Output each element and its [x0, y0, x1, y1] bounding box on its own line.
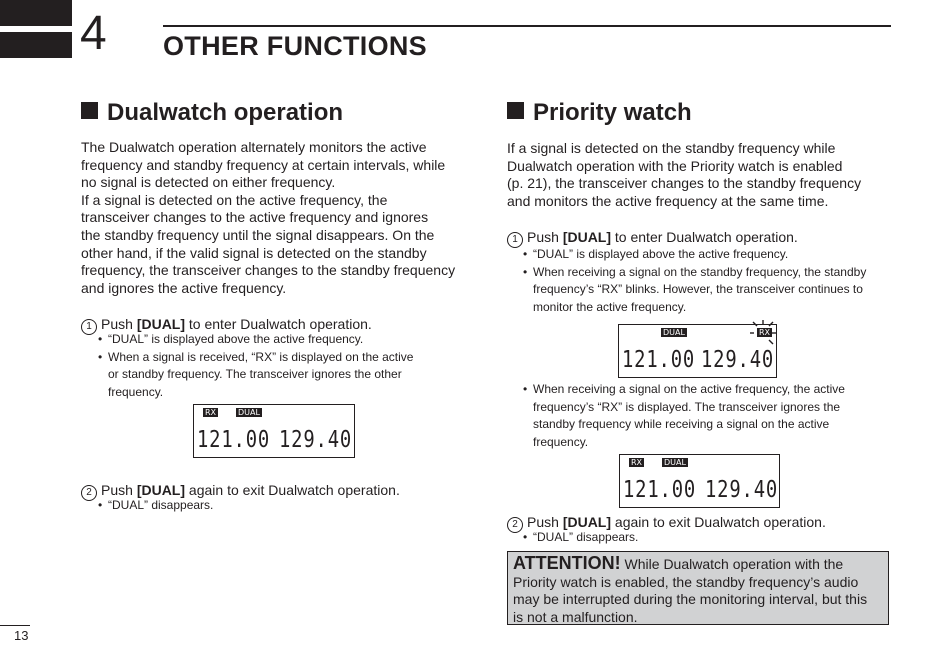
step-text: Push: [527, 229, 563, 245]
lcd-display-priority-active: [619, 454, 780, 508]
list-item: • “DUAL” disappears.: [521, 529, 638, 547]
list-item: • “DUAL” disappears.: [96, 497, 213, 515]
step-number-icon: 2: [507, 517, 523, 533]
footer-rule: [0, 625, 30, 626]
rx-indicator: RX: [631, 458, 643, 467]
dual-key-label: [DUAL]: [136, 482, 186, 498]
step-text: to enter Dualwatch operation.: [611, 229, 798, 245]
step-number-icon: 1: [507, 232, 523, 248]
paragraph-line: frequency and standby frequency at certain intervals, while: [81, 156, 446, 173]
step-text: again to exit Dualwatch operation.: [185, 482, 400, 498]
paragraph-line: If a signal is detected on the active frequency, the: [81, 191, 388, 208]
list-item: standby frequency while receiving a signal on the active: [533, 417, 830, 431]
paragraph-line: frequency, the transceiver changes to the standby frequency: [81, 262, 456, 279]
dualwatch-step-2-notes: [96, 497, 213, 515]
step-text: again to exit Dualwatch operation.: [611, 514, 826, 530]
priority-mid-notes: [521, 381, 845, 451]
dualwatch-heading: [81, 101, 343, 125]
rx-indicator: RX: [205, 408, 217, 417]
attention-text: is not a malfunction.: [513, 608, 638, 625]
attention-box: [507, 551, 889, 625]
attention-text: While Dualwatch operation with the: [620, 556, 844, 572]
priority-watch-heading: [507, 101, 692, 125]
paragraph-line: and ignores the active frequency.: [81, 279, 287, 296]
dualwatch-step-1-notes: [96, 331, 413, 401]
list-item: • When receiving a signal on the active frequency, the active: [521, 381, 845, 399]
list-item: • When receiving a signal on the standby frequency, the standby: [521, 264, 866, 282]
active-frequency: 121.00: [622, 347, 696, 373]
paragraph-line: Dualwatch operation with the Priority watch is enabled: [507, 157, 843, 174]
list-item: frequency’s “RX” blinks. However, the transceiver continues to: [533, 282, 863, 296]
active-frequency: 121.00: [197, 427, 271, 453]
step-number-icon: 2: [81, 485, 97, 501]
paragraph-line: the standby frequency until the signal disappears. On the: [81, 226, 435, 243]
square-bullet-icon: [507, 102, 524, 119]
priority-watch-heading-text: Priority watch: [533, 99, 692, 126]
priority-watch-description: [507, 140, 897, 210]
standby-frequency: 129.40: [705, 477, 779, 503]
paragraph-line: If a signal is detected on the standby frequency while: [507, 140, 836, 156]
dual-indicator: DUAL: [664, 458, 686, 467]
standby-frequency: 129.40: [279, 427, 353, 453]
list-item: • “DUAL” is displayed above the active frequency.: [96, 331, 413, 349]
step-text: Push: [101, 482, 137, 498]
attention-text: may be interrupted during the monitoring interval, but this: [513, 591, 868, 608]
attention-heading: ATTENTION!: [513, 553, 621, 573]
dualwatch-heading-text: Dualwatch operation: [107, 99, 344, 126]
list-item: monitor the active frequency.: [533, 299, 687, 314]
list-item: or standby frequency. The transceiver ignores the other: [108, 367, 402, 381]
dual-indicator: DUAL: [238, 408, 260, 417]
priority-step-2-notes: [521, 529, 638, 547]
step-text: Push: [101, 316, 137, 332]
list-item: frequency.: [108, 384, 164, 399]
active-frequency: 121.00: [623, 477, 697, 503]
list-item: • “DUAL” is displayed above the active frequency.: [521, 246, 866, 264]
step-text: Push: [527, 514, 563, 530]
paragraph-line: no signal is detected on either frequency.: [81, 174, 336, 191]
page-number: 13: [14, 628, 29, 643]
dual-indicator: DUAL: [663, 328, 685, 337]
paragraph-line: The Dualwatch operation alternately monitors the active: [81, 139, 427, 155]
paragraph-line: (p. 21), the transceiver changes to the standby frequency: [507, 175, 862, 192]
dual-key-label: [DUAL]: [136, 316, 186, 332]
rx-indicator-blinking: RX: [759, 328, 771, 337]
paragraph-line: other hand, if the valid signal is detected on the standby: [81, 244, 427, 261]
chapter-title: OTHER FUNCTIONS: [163, 31, 427, 61]
chapter-tab-bar-bottom: [0, 32, 72, 58]
blink-rays-icon: [750, 320, 776, 346]
dual-key-label: [DUAL]: [562, 229, 612, 245]
dual-key-label: [DUAL]: [562, 514, 612, 530]
paragraph-line: transceiver changes to the active frequency and ignores: [81, 209, 429, 226]
attention-text: Priority watch is enabled, the standby frequency’s audio: [513, 573, 859, 590]
dualwatch-description: [81, 139, 481, 297]
list-item: frequency.: [533, 434, 589, 449]
priority-step-1-notes: [521, 246, 866, 316]
square-bullet-icon: [81, 102, 98, 119]
paragraph-line: and monitors the active frequency at the same time.: [507, 192, 829, 209]
list-item: • When a signal is received, “RX” is displayed on the active: [96, 349, 413, 367]
list-item: frequency’s “RX” is displayed. The transceiver ignores the: [533, 399, 841, 414]
step-text: to enter Dualwatch operation.: [185, 316, 372, 332]
step-number-icon: 1: [81, 319, 97, 335]
header-rule: [163, 25, 891, 27]
lcd-display-dualwatch: [193, 404, 355, 458]
chapter-number: 4: [80, 7, 107, 60]
standby-frequency: 129.40: [701, 347, 775, 373]
chapter-tab-bar-top: [0, 0, 72, 26]
